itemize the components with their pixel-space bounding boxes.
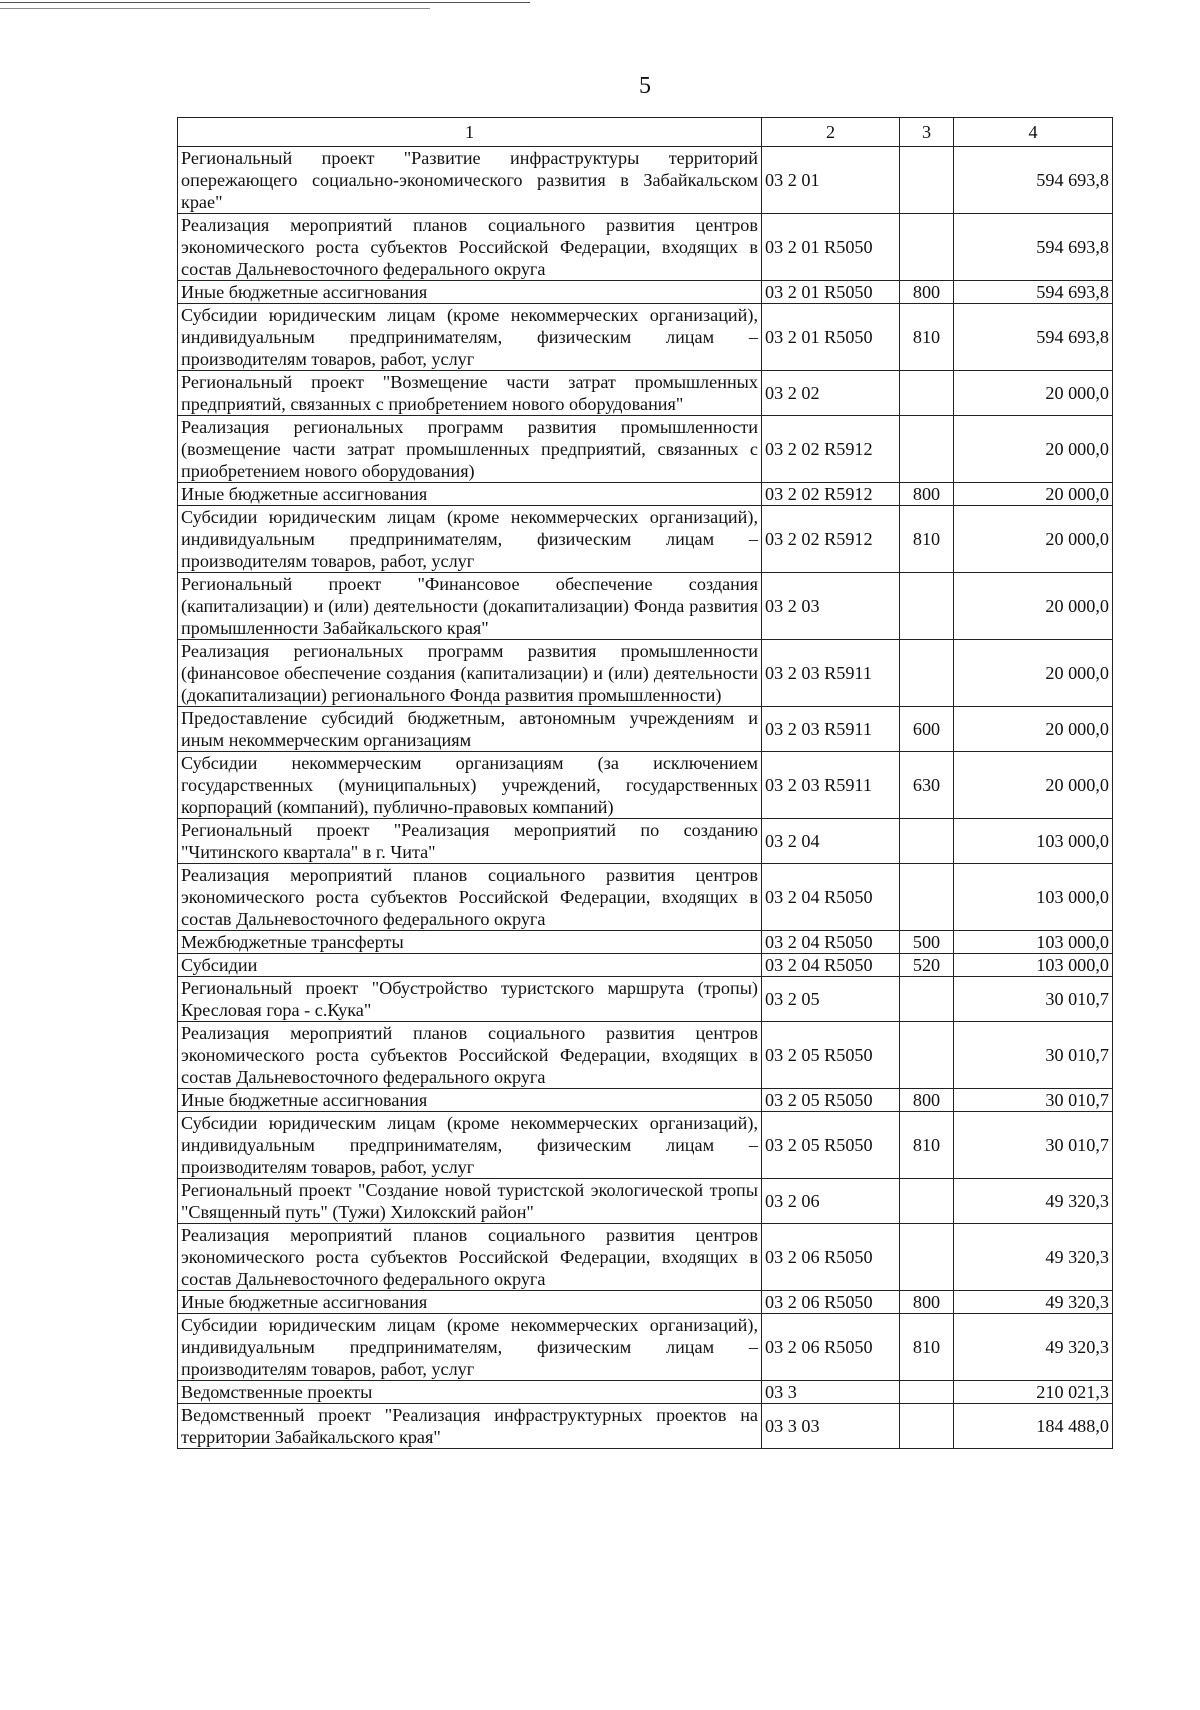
row-type-cell: 630 <box>900 752 954 819</box>
row-type-cell <box>900 864 954 931</box>
row-sum-cell: 20 000,0 <box>954 640 1113 707</box>
column-header-code: 2 <box>762 118 900 147</box>
row-code-cell: 03 2 06 <box>762 1179 900 1224</box>
row-code-cell: 03 2 01 R5050 <box>762 281 900 304</box>
table-row <box>178 640 1113 707</box>
row-name-cell: Предоставление субсидий бюджетным, автономным учреждениям и иным некоммерческим организациям <box>178 707 762 752</box>
row-name-cell: Иные бюджетные ассигнования <box>178 281 762 304</box>
row-code-cell: 03 2 06 R5050 <box>762 1224 900 1291</box>
row-sum-cell: 103 000,0 <box>954 954 1113 977</box>
row-code-cell: 03 2 03 R5911 <box>762 707 900 752</box>
row-sum-cell: 20 000,0 <box>954 573 1113 640</box>
row-code-cell: 03 2 02 R5912 <box>762 506 900 573</box>
row-code-cell: 03 2 02 R5912 <box>762 483 900 506</box>
row-name-cell: Субсидии юридическим лицам (кроме некоммерческих организаций), индивидуальным предпринимателям, физическим лицам – производителям товаров, работ, услуг <box>178 1314 762 1381</box>
row-sum-cell: 20 000,0 <box>954 416 1113 483</box>
row-code-cell: 03 2 04 R5050 <box>762 864 900 931</box>
row-code-cell: 03 2 06 R5050 <box>762 1314 900 1381</box>
row-sum-cell: 184 488,0 <box>954 1404 1113 1449</box>
table-row <box>178 752 1113 819</box>
top-edge-rule <box>0 2 530 3</box>
row-sum-cell: 210 021,3 <box>954 1381 1113 1404</box>
row-type-cell: 800 <box>900 1089 954 1112</box>
row-type-cell: 810 <box>900 506 954 573</box>
table-row <box>178 506 1113 573</box>
row-sum-cell: 594 693,8 <box>954 214 1113 281</box>
table-row <box>178 1291 1113 1314</box>
row-code-cell: 03 2 04 R5050 <box>762 931 900 954</box>
row-type-cell: 500 <box>900 931 954 954</box>
row-name-cell: Субсидии <box>178 954 762 977</box>
row-code-cell: 03 2 01 R5050 <box>762 214 900 281</box>
page-number: 5 <box>639 73 651 99</box>
row-name-cell: Реализация региональных программ развития промышленности (возмещение части затрат промышленных предприятий, связанных с приобретением нового оборудования) <box>178 416 762 483</box>
row-code-cell: 03 3 03 <box>762 1404 900 1449</box>
table-row <box>178 977 1113 1022</box>
row-type-cell: 800 <box>900 1291 954 1314</box>
row-code-cell: 03 2 04 <box>762 819 900 864</box>
row-code-cell: 03 2 06 R5050 <box>762 1291 900 1314</box>
column-header-name: 1 <box>178 118 762 147</box>
row-type-cell <box>900 1179 954 1224</box>
row-type-cell <box>900 977 954 1022</box>
row-name-cell: Региональный проект "Создание новой туристской экологической тропы "Священный путь" (Тужи) Хилокский район" <box>178 1179 762 1224</box>
row-name-cell: Субсидии юридическим лицам (кроме некоммерческих организаций), индивидуальным предпринимателям, физическим лицам – производителям товаров, работ, услуг <box>178 304 762 371</box>
row-type-cell <box>900 416 954 483</box>
row-type-cell <box>900 147 954 214</box>
table-row <box>178 931 1113 954</box>
row-name-cell: Региональный проект "Реализация мероприятий по созданию "Читинского квартала" в г. Чита" <box>178 819 762 864</box>
row-type-cell: 810 <box>900 1314 954 1381</box>
row-sum-cell: 49 320,3 <box>954 1314 1113 1381</box>
table-header-row <box>178 118 1113 147</box>
table-row <box>178 707 1113 752</box>
table-row <box>178 281 1113 304</box>
row-type-cell: 810 <box>900 304 954 371</box>
row-type-cell <box>900 573 954 640</box>
row-name-cell: Реализация мероприятий планов социального развития центров экономического роста субъектов Российской Федерации, входящих в состав Дальневосточного федерального округа <box>178 1022 762 1089</box>
row-name-cell: Ведомственные проекты <box>178 1381 762 1404</box>
row-type-cell <box>900 1404 954 1449</box>
row-name-cell: Региональный проект "Развитие инфраструктуры территорий опережающего социально-экономического развития в Забайкальском крае" <box>178 147 762 214</box>
row-code-cell: 03 2 03 <box>762 573 900 640</box>
table-row <box>178 1179 1113 1224</box>
row-name-cell: Реализация мероприятий планов социального развития центров экономического роста субъектов Российской Федерации, входящих в состав Дальневосточного федерального округа <box>178 214 762 281</box>
row-sum-cell: 594 693,8 <box>954 304 1113 371</box>
row-name-cell: Субсидии юридическим лицам (кроме некоммерческих организаций), индивидуальным предпринимателям, физическим лицам – производителям товаров, работ, услуг <box>178 1112 762 1179</box>
row-sum-cell: 49 320,3 <box>954 1291 1113 1314</box>
row-type-cell: 520 <box>900 954 954 977</box>
table-row <box>178 1089 1113 1112</box>
table-row <box>178 304 1113 371</box>
row-sum-cell: 30 010,7 <box>954 1112 1113 1179</box>
row-sum-cell: 30 010,7 <box>954 1089 1113 1112</box>
row-name-cell: Субсидии некоммерческим организациям (за исключением государственных (муниципальных) учреждений, государственных корпораций (компаний), публично-правовых компаний) <box>178 752 762 819</box>
row-code-cell: 03 2 01 <box>762 147 900 214</box>
row-code-cell: 03 2 02 R5912 <box>762 416 900 483</box>
row-sum-cell: 30 010,7 <box>954 1022 1113 1089</box>
row-type-cell: 800 <box>900 281 954 304</box>
row-name-cell: Субсидии юридическим лицам (кроме некоммерческих организаций), индивидуальным предпринимателям, физическим лицам – производителям товаров, работ, услуг <box>178 506 762 573</box>
table-row <box>178 1381 1113 1404</box>
row-code-cell: 03 3 <box>762 1381 900 1404</box>
table-row <box>178 954 1113 977</box>
table-row <box>178 819 1113 864</box>
row-code-cell: 03 2 03 R5911 <box>762 752 900 819</box>
table-row <box>178 1224 1113 1291</box>
row-code-cell: 03 2 05 R5050 <box>762 1089 900 1112</box>
row-sum-cell: 30 010,7 <box>954 977 1113 1022</box>
row-sum-cell: 20 000,0 <box>954 371 1113 416</box>
row-code-cell: 03 2 04 R5050 <box>762 954 900 977</box>
table-row <box>178 483 1113 506</box>
row-sum-cell: 103 000,0 <box>954 864 1113 931</box>
row-sum-cell: 20 000,0 <box>954 752 1113 819</box>
table-row <box>178 416 1113 483</box>
row-sum-cell: 103 000,0 <box>954 931 1113 954</box>
row-sum-cell: 20 000,0 <box>954 483 1113 506</box>
table-row <box>178 1404 1113 1449</box>
row-sum-cell: 594 693,8 <box>954 147 1113 214</box>
table-row <box>178 371 1113 416</box>
row-sum-cell: 20 000,0 <box>954 707 1113 752</box>
row-name-cell: Иные бюджетные ассигнования <box>178 483 762 506</box>
row-name-cell: Межбюджетные трансферты <box>178 931 762 954</box>
row-name-cell: Региональный проект "Финансовое обеспечение создания (капитализации) и (или) деятельности (докапитализации) Фонда развития промышленности Забайкальского края" <box>178 573 762 640</box>
row-name-cell: Реализация мероприятий планов социального развития центров экономического роста субъектов Российской Федерации, входящих в состав Дальневосточного федерального округа <box>178 1224 762 1291</box>
row-code-cell: 03 2 05 R5050 <box>762 1112 900 1179</box>
row-name-cell: Ведомственный проект "Реализация инфраструктурных проектов на территории Забайкальского края" <box>178 1404 762 1449</box>
row-name-cell: Региональный проект "Обустройство туристского маршрута (тропы) Кресловая гора - с.Кука" <box>178 977 762 1022</box>
table-row <box>178 1022 1113 1089</box>
table-row <box>178 1314 1113 1381</box>
row-type-cell <box>900 640 954 707</box>
table-row <box>178 214 1113 281</box>
row-name-cell: Реализация региональных программ развития промышленности (финансовое обеспечение создания (капитализации) и (или) деятельности (докапитализации) регионального Фонда развития промышленности) <box>178 640 762 707</box>
row-type-cell <box>900 371 954 416</box>
row-sum-cell: 49 320,3 <box>954 1224 1113 1291</box>
row-sum-cell: 103 000,0 <box>954 819 1113 864</box>
row-name-cell: Региональный проект "Возмещение части затрат промышленных предприятий, связанных с приобретением нового оборудования" <box>178 371 762 416</box>
row-type-cell: 810 <box>900 1112 954 1179</box>
row-type-cell <box>900 1022 954 1089</box>
table-row <box>178 147 1113 214</box>
row-type-cell: 800 <box>900 483 954 506</box>
table-body <box>178 147 1113 1449</box>
table-row <box>178 1112 1113 1179</box>
row-name-cell: Иные бюджетные ассигнования <box>178 1089 762 1112</box>
top-edge-rule-secondary <box>0 8 430 9</box>
row-code-cell: 03 2 02 <box>762 371 900 416</box>
row-code-cell: 03 2 05 R5050 <box>762 1022 900 1089</box>
table-row <box>178 864 1113 931</box>
row-name-cell: Реализация мероприятий планов социального развития центров экономического роста субъектов Российской Федерации, входящих в состав Дальневосточного федерального округа <box>178 864 762 931</box>
row-code-cell: 03 2 05 <box>762 977 900 1022</box>
column-header-type: 3 <box>900 118 954 147</box>
row-type-cell <box>900 1381 954 1404</box>
budget-allocation-table <box>177 117 1113 1449</box>
column-header-sum: 4 <box>954 118 1113 147</box>
row-code-cell: 03 2 03 R5911 <box>762 640 900 707</box>
row-type-cell: 600 <box>900 707 954 752</box>
row-sum-cell: 20 000,0 <box>954 506 1113 573</box>
row-type-cell <box>900 819 954 864</box>
row-type-cell <box>900 1224 954 1291</box>
table-row <box>178 573 1113 640</box>
row-type-cell <box>900 214 954 281</box>
row-sum-cell: 594 693,8 <box>954 281 1113 304</box>
row-sum-cell: 49 320,3 <box>954 1179 1113 1224</box>
row-code-cell: 03 2 01 R5050 <box>762 304 900 371</box>
row-name-cell: Иные бюджетные ассигнования <box>178 1291 762 1314</box>
